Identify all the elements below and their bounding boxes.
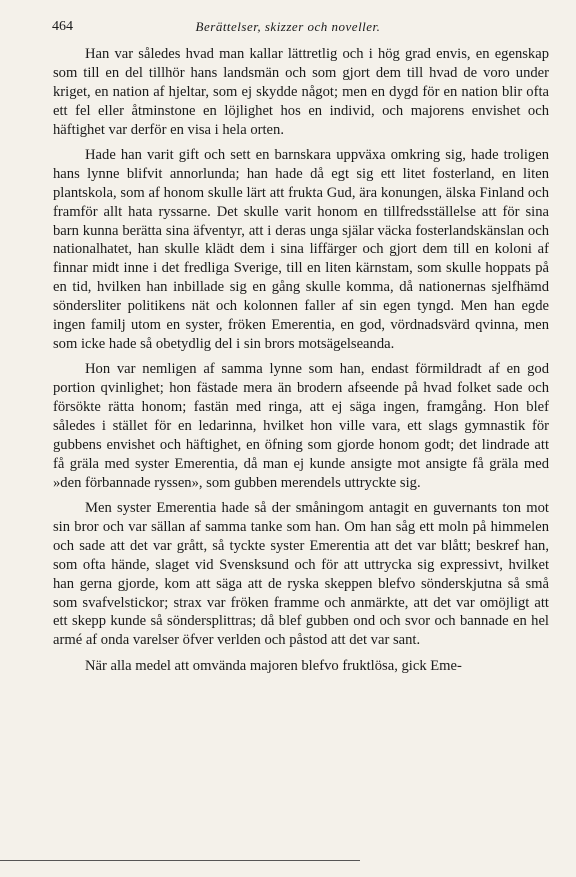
paragraph: Men syster Emerentia hade så der småningom antagit en guvernants ton mot sin bror och var sällan af samma tanke som han. Om han såg ett moln på himmelen och sade att det var grått, så tyckte syster Emerentia att det var blått; beskref han, som ofta hände, slaget vid Svensksund och för att uttrycka sig expressivt, hvilket han gerna gjorde, kom att säga att de ryska skeppen blefvo sönderskjutna så små som svafvelstickor; strax var fröken framme och anmärkte, att det var omöjligt att ett skepp kunde så söndersplittras; då blef gubben ond och svor och bannade en hel armé af onda varelser öfver verlden och påstod att det var sant. (53, 500, 549, 649)
paragraph: Han var således hvad man kallar lättretlig och i hög grad envis, en egenskap som till en del tillhör hans landsmän och som gjort dem till hvad de voro under kriget, en nation af hjeltar, som ej skydde något; men en dygd för en nation blir ofta ett fel eller åtminstone en löjlighet hos en individ, och majorens envishet och häftighet var derför en visa i hela orten. (53, 46, 549, 138)
paragraph: Hade han varit gift och sett en barnskara uppväxa omkring sig, hade troligen hans lynne blifvit annorlunda; han hade då egt sig ett litet fosterland, en liten plantskola, som af honom skulle lärt att frukta Gud, ära konungen, älska Finland och framför allt hata ryssarne. Det skulle varit honom en tillfredsställelse att för sina barn kunna berätta sina äfventyr, att i deras unga själar väcka fosterlandskänslan och nationalhatet, han skulle klädt dem i sina liffärger och gjort dem till en koloni af finnar midt inne i det fredliga Sverige, till en liten kärnstam, som skulle hoppats på en tid, hvilken han inbillade sig en gång skulle komma, då nationernas sjelfhämd söndersliter politikens nät och kolonnen faller af sin egen tyngd. Men han egde ingen familj utom en syster, fröken Emerentia, en god, vördnadsvärd qvinna, men som icke hade så obetydlig del i sin brors motsägelseanda. (53, 146, 549, 352)
running-title: Berättelser, skizzer och noveller. (195, 19, 381, 34)
paragraph: Hon var nemligen af samma lynne som han, endast förmildradt af en god portion qvinlighet; hon fästade mera än brodern afseende på hvad folket sade och försökte rätta honom; fastän med ringa, att ej säga ingen, framgång. Hon blef således i stället för en ledarinna, hvilket hon ville vara, ett slags gymnastik för gubbens envishet och häftighet, en öfning som gjorde honom godt; det lindrade att få gräla med syster Emerentia, då man ej kunde ansigte mot ansigte få gräla med »den förbannade ryssen», som gubben merendels uttryckte sig. (53, 361, 549, 491)
body-text (53, 45, 549, 676)
page-number: 464 (52, 19, 73, 34)
paragraph: När alla medel att omvända majoren blefvo fruktlösa, gick Eme- (85, 657, 462, 674)
page-bottom-rule (0, 860, 360, 861)
